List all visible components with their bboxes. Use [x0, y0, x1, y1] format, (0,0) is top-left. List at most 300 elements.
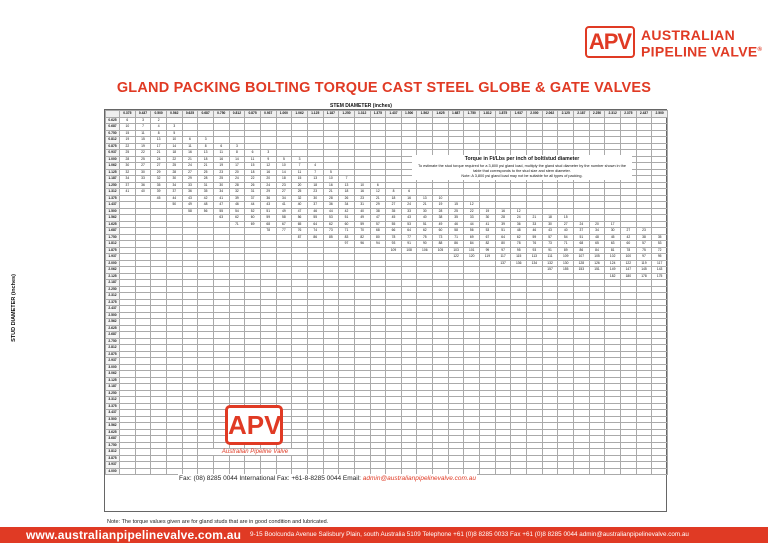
- torque-cell: 7: [307, 169, 323, 176]
- torque-cell: 34: [276, 195, 292, 202]
- torque-cell: 34: [589, 228, 605, 235]
- torque-cell: 80: [370, 234, 386, 241]
- stem-header: 1.250: [339, 111, 355, 118]
- torque-cell: 20: [229, 169, 245, 176]
- footer-bar: [0, 527, 768, 543]
- torque-cell: 25: [198, 169, 214, 176]
- torque-cell: 46: [448, 221, 464, 228]
- torque-cell: 43: [401, 215, 417, 222]
- torque-cell: 8: [229, 150, 245, 157]
- torque-cell: 12: [511, 208, 527, 215]
- stud-header: 3.000: [106, 364, 120, 371]
- stud-header: 1.500: [106, 208, 120, 215]
- torque-cell: 73: [542, 241, 558, 248]
- torque-cell: 22: [245, 176, 261, 183]
- torque-cell: 54: [558, 234, 574, 241]
- torque-cell: 15: [448, 202, 464, 209]
- torque-cell: 29: [151, 169, 167, 176]
- torque-cell: 53: [401, 221, 417, 228]
- torque-cell: 132: [542, 260, 558, 267]
- torque-cell: 35: [198, 189, 214, 196]
- page-title: GLAND PACKING BOLTING TORQUE CAST STEEL GLOBE & GATE VALVES: [116, 80, 652, 96]
- torque-cell: 84: [589, 247, 605, 254]
- torque-cell: 97: [339, 241, 355, 248]
- apv-center-logo: APV: [225, 405, 283, 445]
- stem-header: 0.375: [120, 111, 136, 118]
- torque-cell: 27: [151, 163, 167, 170]
- stud-header: 1.625: [106, 221, 120, 228]
- torque-cell: 46: [229, 202, 245, 209]
- torque-cell: 68: [370, 228, 386, 235]
- stem-diameter-label: STEM DIAMETER (inches): [330, 103, 392, 109]
- torque-cell: 88: [433, 241, 449, 248]
- torque-cell: 109: [558, 254, 574, 261]
- torque-cell: 22: [135, 150, 151, 157]
- torque-cell: 75: [636, 247, 652, 254]
- torque-cell: 22: [120, 143, 136, 150]
- torque-cell: 2: [151, 117, 167, 124]
- stem-header: 2.062: [542, 111, 558, 118]
- torque-cell: [495, 468, 511, 475]
- torque-cell: 18: [166, 150, 182, 157]
- apv-logo: APV: [585, 26, 635, 58]
- stem-header: 1.937: [511, 111, 527, 118]
- torque-cell: 39: [495, 221, 511, 228]
- torque-cell: 117: [495, 254, 511, 261]
- torque-cell: 25: [213, 176, 229, 183]
- torque-cell: 55: [307, 215, 323, 222]
- torque-cell: 25: [448, 208, 464, 215]
- torque-cell: 24: [260, 182, 276, 189]
- stud-header: 1.437: [106, 202, 120, 209]
- stud-header: 2.812: [106, 345, 120, 352]
- torque-cell: 18: [276, 176, 292, 183]
- torque-cell: 113: [527, 254, 543, 261]
- stud-header: 1.812: [106, 241, 120, 248]
- torque-cell: 49: [182, 202, 198, 209]
- torque-cell: 27: [558, 221, 574, 228]
- torque-cell: 9: [260, 156, 276, 163]
- torque-cell: 71: [448, 234, 464, 241]
- torque-cell: 66: [386, 228, 402, 235]
- torque-cell: 70: [354, 228, 370, 235]
- stud-header: 2.187: [106, 280, 120, 287]
- torque-cell: 48: [511, 228, 527, 235]
- stem-header: 2.125: [558, 111, 574, 118]
- torque-cell: 27: [621, 228, 637, 235]
- torque-cell: 3: [292, 156, 308, 163]
- stud-header: 3.812: [106, 449, 120, 456]
- torque-cell: [605, 468, 621, 475]
- torque-cell: 81: [605, 247, 621, 254]
- torque-cell: 24: [229, 176, 245, 183]
- stud-header: 3.250: [106, 390, 120, 397]
- torque-cell: 78: [621, 247, 637, 254]
- stud-header: 1.875: [106, 247, 120, 254]
- torque-cell: 180: [621, 273, 637, 280]
- torque-cell: 21: [151, 150, 167, 157]
- stem-header: 1.312: [354, 111, 370, 118]
- torque-cell: 67: [480, 234, 496, 241]
- torque-cell: 16: [260, 169, 276, 176]
- torque-cell: 76: [527, 241, 543, 248]
- torque-cell: 13: [151, 137, 167, 144]
- torque-cell: 24: [574, 221, 590, 228]
- torque-cell: 29: [182, 176, 198, 183]
- torque-cell: 3: [166, 124, 182, 131]
- stud-header: 3.562: [106, 423, 120, 430]
- torque-cell: 93: [527, 247, 543, 254]
- torque-cell: 3: [135, 117, 151, 124]
- torque-cell: 151: [589, 267, 605, 274]
- torque-cell: 117: [652, 260, 668, 267]
- torque-cell: 15: [292, 176, 308, 183]
- torque-cell: 27: [135, 163, 151, 170]
- torque-cell: 56: [198, 208, 214, 215]
- stud-header: 0.625: [106, 117, 120, 124]
- torque-cell: 49: [354, 215, 370, 222]
- stem-header: 2.187: [574, 111, 590, 118]
- torque-cell: 7: [339, 176, 355, 183]
- torque-cell: [480, 468, 496, 475]
- torque-cell: 21: [182, 156, 198, 163]
- torque-cell: 23: [213, 169, 229, 176]
- torque-cell: 73: [433, 234, 449, 241]
- torque-cell: 24: [151, 156, 167, 163]
- stud-header: 3.187: [106, 384, 120, 391]
- torque-cell: 16: [323, 182, 339, 189]
- torque-cell: 29: [370, 202, 386, 209]
- torque-cell: 24: [401, 202, 417, 209]
- torque-cell: 40: [292, 202, 308, 209]
- stud-header: 2.250: [106, 286, 120, 293]
- torque-cell: 21: [370, 195, 386, 202]
- torque-cell: 23: [276, 182, 292, 189]
- stud-header: 2.125: [106, 273, 120, 280]
- torque-cell: 78: [260, 228, 276, 235]
- torque-cell: 56: [292, 215, 308, 222]
- torque-cell: 4: [151, 124, 167, 131]
- torque-cell: 35: [652, 234, 668, 241]
- torque-cell: 89: [558, 247, 574, 254]
- torque-cell: 10: [354, 182, 370, 189]
- torque-cell: 122: [448, 254, 464, 261]
- torque-cell: 105: [433, 247, 449, 254]
- torque-cell: 101: [464, 247, 480, 254]
- torque-cell: 44: [245, 202, 261, 209]
- torque-cell: 57: [636, 241, 652, 248]
- torque-cell: 58: [182, 208, 198, 215]
- torque-cell: 34: [166, 182, 182, 189]
- stud-header: 3.312: [106, 397, 120, 404]
- torque-cell: 50: [166, 202, 182, 209]
- torque-cell: 38: [636, 234, 652, 241]
- torque-cell: 87: [292, 234, 308, 241]
- torque-cell: 13: [417, 195, 433, 202]
- info-text: To estimate the stud torque required for a 3,800 psi gland load, multiply the gland stud diameter by the number shown in the table that corresponds to the stud size and stem diameter.: [418, 164, 626, 173]
- torque-cell: 35: [448, 215, 464, 222]
- torque-cell: 60: [433, 228, 449, 235]
- stud-header: 3.062: [106, 371, 120, 378]
- torque-cell: 52: [245, 208, 261, 215]
- torque-cell: 26: [339, 195, 355, 202]
- torque-cell: 19: [433, 202, 449, 209]
- stud-header: 0.937: [106, 150, 120, 157]
- torque-cell: 40: [354, 208, 370, 215]
- torque-cell: 35: [151, 182, 167, 189]
- torque-cell: 33: [182, 182, 198, 189]
- torque-cell: 27: [276, 189, 292, 196]
- torque-cell: 53: [480, 228, 496, 235]
- torque-cell: 21: [198, 163, 214, 170]
- torque-cell: 124: [605, 260, 621, 267]
- torque-cell: 34: [213, 189, 229, 196]
- torque-cell: 59: [354, 221, 370, 228]
- torque-cell: 20: [292, 182, 308, 189]
- stud-header: 0.812: [106, 137, 120, 144]
- stud-header: 1.312: [106, 189, 120, 196]
- torque-cell: 17: [229, 163, 245, 170]
- torque-cell: 69: [464, 234, 480, 241]
- torque-cell: 22: [166, 156, 182, 163]
- torque-cell: 18: [542, 215, 558, 222]
- stud-header: 2.312: [106, 293, 120, 300]
- stud-header: 3.687: [106, 436, 120, 443]
- torque-cell: 60: [339, 221, 355, 228]
- torque-cell: 71: [558, 241, 574, 248]
- torque-cell: 57: [370, 221, 386, 228]
- torque-cell: 82: [354, 234, 370, 241]
- torque-cell: 97: [495, 247, 511, 254]
- torque-cell: 18: [245, 169, 261, 176]
- torque-cell: 147: [621, 267, 637, 274]
- torque-cell: 30: [166, 176, 182, 183]
- torque-cell: 128: [574, 260, 590, 267]
- torque-cell: 11: [213, 150, 229, 157]
- stud-header: 1.937: [106, 254, 120, 261]
- torque-cell: 16: [213, 156, 229, 163]
- torque-cell: [151, 468, 167, 475]
- torque-cell: 120: [464, 254, 480, 261]
- torque-cell: 63: [605, 241, 621, 248]
- torque-cell: 33: [135, 176, 151, 183]
- torque-cell: 119: [636, 260, 652, 267]
- torque-cell: 64: [401, 228, 417, 235]
- stud-header: 2.750: [106, 338, 120, 345]
- footer-url[interactable]: www.australianpipelinevalve.com.au: [26, 528, 242, 542]
- stem-header: 0.437: [135, 111, 151, 118]
- stud-diameter-label: STUD DIAMETER (inches): [11, 274, 17, 342]
- torque-cell: 143: [652, 267, 668, 274]
- torque-cell: 8: [198, 143, 214, 150]
- torque-cell: 60: [621, 241, 637, 248]
- torque-cell: 25: [120, 150, 136, 157]
- torque-cell: 45: [386, 215, 402, 222]
- stud-header: 0.687: [106, 124, 120, 131]
- intl-fax: International Fax: +61-8-8285 0044: [239, 475, 342, 482]
- torque-cell: 18: [386, 195, 402, 202]
- stem-header: 2.375: [621, 111, 637, 118]
- torque-cell: 41: [276, 202, 292, 209]
- torque-cell: 86: [448, 241, 464, 248]
- torque-cell: 6: [213, 143, 229, 150]
- torque-cell: 21: [417, 202, 433, 209]
- stem-header: 2.312: [605, 111, 621, 118]
- torque-cell: 30: [417, 208, 433, 215]
- torque-cell: 155: [558, 267, 574, 274]
- email-link[interactable]: admin@australianpipelinevalve.com.au: [362, 475, 476, 482]
- contact-line: [178, 474, 477, 483]
- torque-cell: 11: [292, 169, 308, 176]
- stem-header: 0.562: [166, 111, 182, 118]
- torque-cell: 42: [339, 208, 355, 215]
- stud-header: 2.062: [106, 267, 120, 274]
- torque-cell: 130: [558, 260, 574, 267]
- torque-cell: 11: [135, 130, 151, 137]
- torque-cell: 17: [605, 221, 621, 228]
- torque-cell: 24: [511, 215, 527, 222]
- stud-header: 2.687: [106, 332, 120, 339]
- stem-header: 2.500: [652, 111, 668, 118]
- torque-cell: 83: [339, 234, 355, 241]
- torque-cell: 3: [198, 137, 214, 144]
- stem-header: 1.500: [401, 111, 417, 118]
- torque-cell: 15: [135, 137, 151, 144]
- torque-cell: 31: [245, 189, 261, 196]
- torque-cell: 40: [558, 228, 574, 235]
- torque-cell: 36: [135, 182, 151, 189]
- torque-cell: 23: [636, 228, 652, 235]
- stem-header: 1.812: [480, 111, 496, 118]
- torque-cell: 30: [480, 215, 496, 222]
- torque-cell: 95: [511, 247, 527, 254]
- footer-address: 9-15 Boolcunda Avenue Salisbury Plain, south Australia 5109 Telephone +61 (0)8 8285 0033 Fax +61 (0)8 8285 0044 admin@australianpipelinevalve.com.au: [250, 531, 689, 538]
- torque-cell: 97: [636, 254, 652, 261]
- stud-header: 1.125: [106, 169, 120, 176]
- torque-cell: 45: [605, 234, 621, 241]
- torque-cell: 23: [307, 189, 323, 196]
- torque-cell: 7: [135, 124, 151, 131]
- torque-cell: 33: [464, 215, 480, 222]
- torque-cell: 30: [307, 195, 323, 202]
- torque-cell: 71: [339, 228, 355, 235]
- torque-cell: 40: [135, 189, 151, 196]
- stud-header: 3.125: [106, 377, 120, 384]
- torque-cell: 55: [213, 208, 229, 215]
- torque-cell: 14: [166, 143, 182, 150]
- torque-cell: 53: [323, 215, 339, 222]
- torque-cell: 47: [213, 202, 229, 209]
- torque-cell: 28: [323, 195, 339, 202]
- torque-cell: 72: [652, 247, 668, 254]
- torque-cell: 4: [307, 163, 323, 170]
- torque-cell: 6: [245, 150, 261, 157]
- torque-cell: [120, 468, 136, 475]
- torque-cell: 30: [135, 169, 151, 176]
- torque-cell: 25: [135, 156, 151, 163]
- torque-cell: 63: [213, 215, 229, 222]
- torque-cell: 8: [151, 130, 167, 137]
- torque-cell: 62: [229, 215, 245, 222]
- torque-cell: 82: [480, 241, 496, 248]
- torque-cell: 36: [511, 221, 527, 228]
- stem-header: 1.750: [464, 111, 480, 118]
- torque-cell: 51: [339, 215, 355, 222]
- torque-cell: 30: [120, 163, 136, 170]
- torque-cell: 18: [198, 156, 214, 163]
- torque-cell: 37: [245, 195, 261, 202]
- torque-cell: 62: [417, 228, 433, 235]
- stud-header: 3.937: [106, 462, 120, 469]
- torque-cell: 73: [323, 228, 339, 235]
- stud-header: 0.875: [106, 143, 120, 150]
- torque-cell: 15: [120, 130, 136, 137]
- torque-cell: 21: [323, 189, 339, 196]
- torque-cell: 80: [495, 241, 511, 248]
- stud-header: 2.500: [106, 312, 120, 319]
- torque-cell: [542, 468, 558, 475]
- torque-cell: 39: [229, 195, 245, 202]
- stud-header: 0.750: [106, 130, 120, 137]
- torque-cell: 18: [339, 189, 355, 196]
- stem-header: 0.500: [151, 111, 167, 118]
- torque-cell: 42: [621, 234, 637, 241]
- torque-cell: 6: [182, 137, 198, 144]
- stud-header: 3.375: [106, 403, 120, 410]
- torque-cell: 15: [245, 163, 261, 170]
- stud-header: 3.625: [106, 429, 120, 436]
- torque-cell: 23: [354, 195, 370, 202]
- stem-header: 0.937: [260, 111, 276, 118]
- torque-cell: 77: [276, 228, 292, 235]
- stem-header: 0.812: [229, 111, 245, 118]
- torque-cell: 30: [605, 228, 621, 235]
- torque-cell: 69: [245, 221, 261, 228]
- torque-cell: 25: [292, 189, 308, 196]
- stem-header: 1.187: [323, 111, 339, 118]
- torque-cell: 41: [213, 195, 229, 202]
- torque-cell: 122: [621, 260, 637, 267]
- torque-cell: 5: [166, 130, 182, 137]
- stem-header: 1.375: [370, 111, 386, 118]
- torque-cell: 25: [166, 163, 182, 170]
- stem-header: 0.750: [213, 111, 229, 118]
- torque-cell: 115: [511, 254, 527, 261]
- torque-cell: 109: [386, 247, 402, 254]
- torque-cell: 10: [433, 195, 449, 202]
- torque-cell: 108: [401, 247, 417, 254]
- stud-header: 2.937: [106, 358, 120, 365]
- footnote: Note: The torque values given are for gland studs that are in good condition and lubricated.: [107, 519, 329, 525]
- apv-center-tagline: Australian Pipeline Valve: [211, 449, 299, 455]
- torque-cell: 56: [464, 228, 480, 235]
- torque-cell: 134: [527, 260, 543, 267]
- torque-cell: 57: [542, 234, 558, 241]
- torque-cell: 58: [276, 215, 292, 222]
- torque-cell: 90: [417, 241, 433, 248]
- torque-cell: 76: [292, 228, 308, 235]
- torque-cell: [621, 468, 637, 475]
- torque-cell: 178: [636, 273, 652, 280]
- torque-cell: 37: [574, 228, 590, 235]
- torque-cell: 20: [260, 176, 276, 183]
- torque-cell: 10: [166, 137, 182, 144]
- torque-cell: [558, 468, 574, 475]
- torque-cell: 21: [527, 215, 543, 222]
- torque-cell: 10: [120, 124, 136, 131]
- torque-cell: 48: [198, 202, 214, 209]
- stud-header: 1.000: [106, 156, 120, 163]
